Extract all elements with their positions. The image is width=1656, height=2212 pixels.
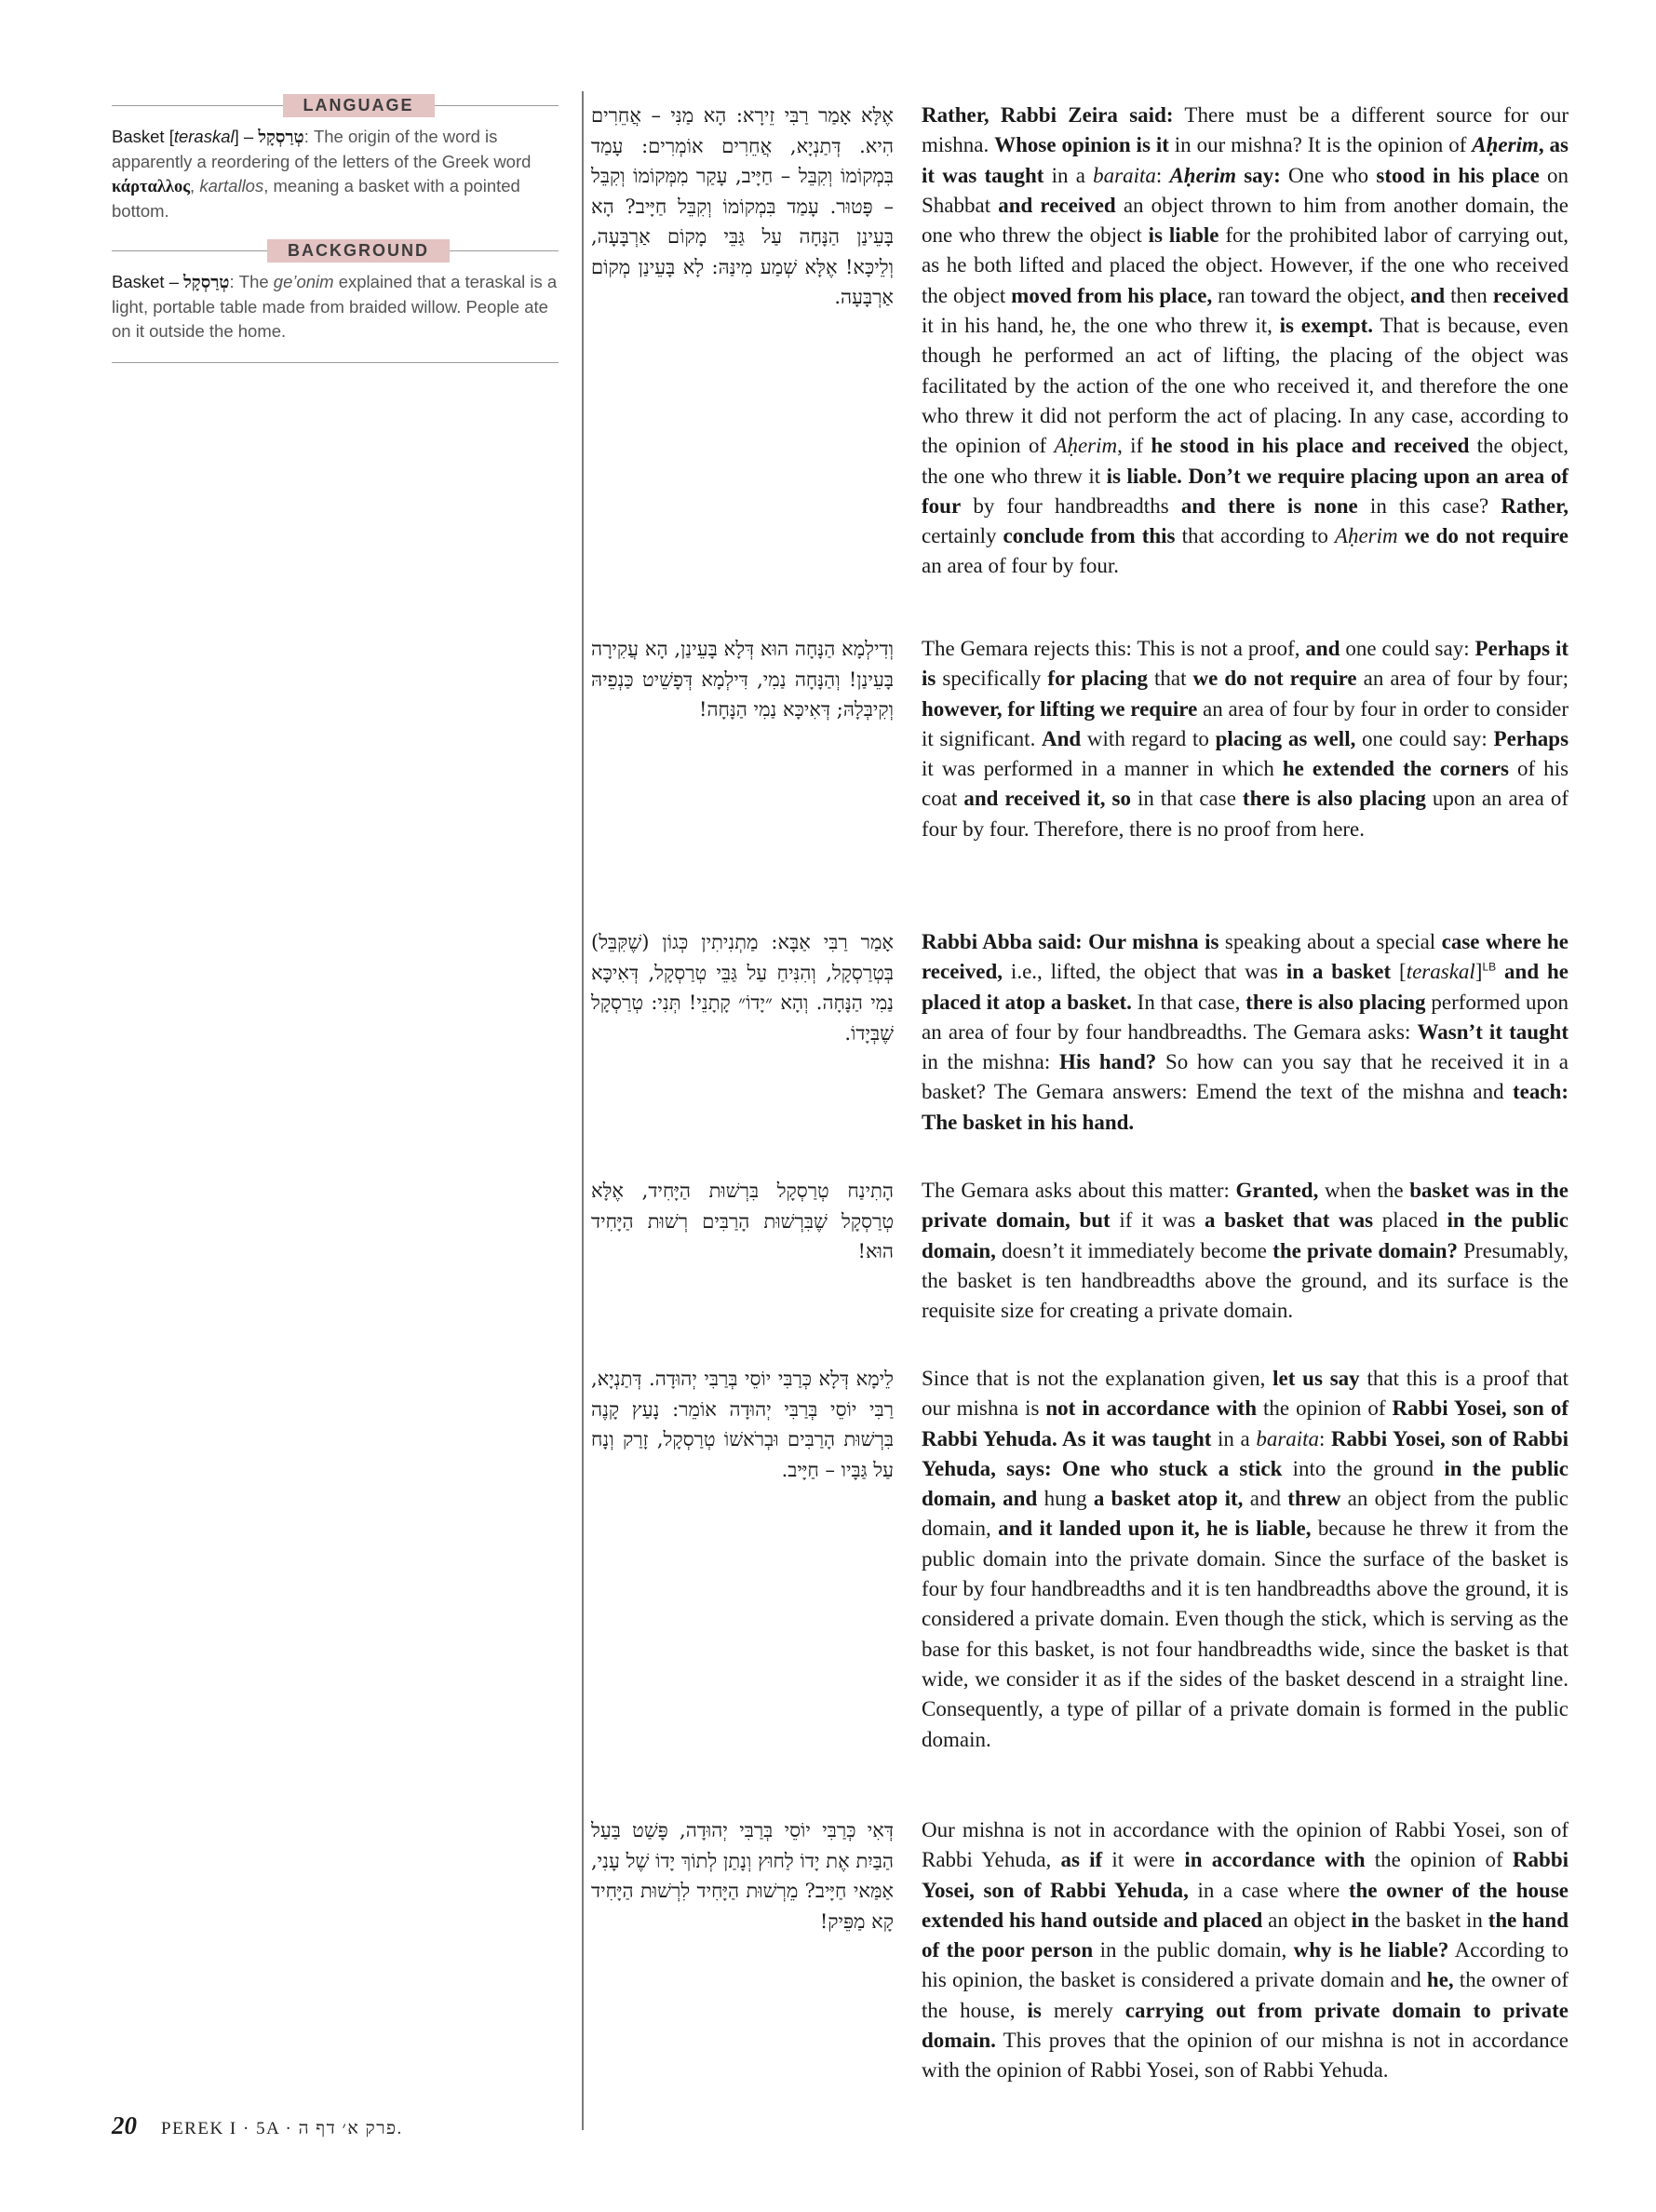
note-italic: ge’onim (273, 272, 334, 291)
english-translation: Rather, Rabbi Zeira said: There must be a different source for our mishna. Whose opinion is it in our mishna? It is the opinion of Aḥerim, as it was taught in a baraita: Aḥerim say: One who stood in his place on Shabbat and received an object thrown to him from another domain, the one who threw the object is liable for the prohibited labor of carrying out, as he both lifted and placed the object. However, if the one who received the object moved from his place, ran toward the object, and then received it in his hand, he, the one who threw it, is exempt. That is because, even though he performed an act of lifting, the placing of the object was facilitated by the action of the one who received it, and therefore the one who threw it did not perform the act of placing. In any case, according to the opinion of Aḥerim, if he stood in his place and received the object, the one who threw it is liable. Don’t we require placing upon an area of four by four handbreadths and there is none in this case? Rather, certainly conclude from this that according to Aḥerim we do not require an area of four by four. (922, 103, 1569, 578)
note-text: explained that a teraskal is a light, portable table made from braided willow. People ate on it outside the home. (112, 272, 558, 341)
english-translation: Since that is not the explanation given, let us say that this is a proof that our mishna is not in accordance with the opinion of Rabbi Yosei, son of Rabbi Yehuda. As it was taught in a baraita: Rabbi Yosei, son of Rabbi Yehuda, says: One who stuck a stick into the ground in the public domain, and hung a basket atop it, and threw an object from the public domain, and it landed upon it, he is liable, because he threw it from the public domain into the private domain. Since the surface of the basket is four by four handbreadths and it is ten handbreadths above the ground, it is considered a private domain. Even though the stick, which is serving as the base for this basket, is not four handbreadths wide, since the basket is that wide, we consider it as if the sides of the basket descend in a straight line. Consequently, a type of pillar of a private domain is formed in the public domain. (922, 1367, 1569, 1751)
background-note-body (112, 270, 559, 344)
hebrew-text: אָמַר רַבִּי אַבָּא: מַתְנִיתִין כְּגוֹן (שֶׁקִּבֵּל) בְּטְרַסְקָל, וְהִנִּיחַ עַל גַּבֵּי טְרַסְקָל, דְּאִיכָּא נַמִי הַנָּחָה. וְהָא ״יָדוֹ״ קָתָנֵי! תְּנִי: טְרַסְקָל שֶׁבְּיָדוֹ. (591, 931, 894, 1045)
note-heading (112, 93, 559, 117)
running-head: PEREK I · 5A · פרק א׳ דף ה. (161, 2119, 403, 2138)
note-bottom-rule (112, 362, 559, 363)
language-note (112, 93, 559, 223)
hebrew-text: הָתִינַח טְרַסְקָל בִּרְשׁוּת הַיָּחִיד, אֶלָּא טְרַסְקָל שֶׁבִּרְשׁוּת הָרַבִּים רְשׁוּת הַיָּחִיד הוּא! (591, 1180, 894, 1262)
note-term: Basket – (112, 272, 184, 291)
note-term: Basket [teraskal] – (112, 127, 259, 146)
note-text: : The (229, 272, 274, 291)
language-note-body: Basket [teraskal] – טְרַסְקָל: The origin of the word is apparently a reordering of the letters of the Greek word κάρταλλος, kartallos, meaning a basket with a pointed bottom. (112, 127, 532, 221)
note-hebrew: טְרַסְקָל (183, 273, 230, 292)
english-translation: Rabbi Abba said: Our mishna is speaking about a special case where he received, i.e., lifted, the object that was in a basket [teraskal]$^{LB}$ and he placed it atop a basket. In that case, there is also placing performed upon an area of four by four handbreadths. The Gemara asks: Wasn’t it taught in the mishna: His hand? So how can you say that he received it in a basket? The Gemara answers: Emend the text of the mishna and teach: The basket in his hand. (922, 930, 1569, 1134)
english-translation: The Gemara rejects this: This is not a proof, and one could say: Perhaps it is specifically for placing that we do not require an area of four by four; however, for lifting we require an area of four by four in order to consider it significant. And with regard to placing as well, one could say: Perhaps it was performed in a manner in which he extended the corners of his coat and received it, so in that case there is also placing upon an area of four by four. Therefore, there is no proof from here. (922, 637, 1569, 841)
english-translation: The Gemara asks about this matter: Granted, when the basket was in the private domain, but if it was a basket that was placed in the public domain, doesn’t it immediately become the private domain? Presumably, the basket is ten handbreadths above the ground, and its surface is the requisite size for creating a private domain. (922, 1179, 1568, 1323)
background-note (112, 238, 559, 363)
note-heading (112, 238, 559, 263)
background-tag: BACKGROUND (267, 239, 450, 263)
page-footer (112, 2111, 403, 2140)
english-translation: Our mishna is not in accordance with the opinion of Rabbi Yosei, son of Rabbi Yehuda, as if it were in accordance with the opinion of Rabbi Yosei, son of Rabbi Yehuda, in a case where the owner of the house extended his hand outside and placed an object in the basket in the hand of the poor person in the public domain, why is he liable? According to his opinion, the basket is considered a private domain and he, the owner of the house, is merely carrying out from private domain to private domain. This proves that the opinion of our mishna is not in accordance with the opinion of Rabbi Yosei, son of Rabbi Yehuda. (922, 1818, 1569, 2083)
note-text: : The origin of the word is apparently a reordering of the letters of the Greek word (112, 127, 532, 171)
note-text: , meaning a basket with a pointed bottom. (112, 176, 520, 221)
hebrew-text: דְּאִי כְּרַבִּי יוֹסֵי בְּרַבִּי יְהוּדָה, פָּשַׁט בַּעַל הַבַּיִת אֶת יָדוֹ לַחוּץ וְנָתַן לְתוֹךְ יָדוֹ שֶׁל עָנִי, אַמַּאי חַיָּיב? מֵרְשׁוּת הַיָּחִיד לִרְשׁוּת הַיָּחִיד קָא מַפֵּיק! (591, 1819, 894, 1933)
hebrew-text: לֵימָא דְּלָא כְּרַבִּי יוֹסֵי בְּרַבִּי יְהוּדָה. דְּתַנְיָא, רַבִּי יוֹסֵי בְּרַבִּי יְהוּדָה אוֹמֵר: נָעַץ קָנֶה בִּרְשׁוּת הָרַבִּים וּבְרֹאשׁוֹ טְרַסְקָל, זָרַק וְנָח עַל גַּבָּיו – חַיָּיב. (591, 1368, 894, 1481)
language-tag: LANGUAGE (283, 94, 435, 117)
sidebar-notes (112, 93, 559, 363)
transliteration: kartallos (199, 176, 264, 196)
page-number: 20 (112, 2111, 137, 2139)
note-hebrew: טְרַסְקָל (258, 128, 304, 147)
column-divider (582, 91, 584, 2130)
hebrew-text: וְדִילְמָא הַנָּחָה הוּא דְּלָא בָּעֵינַן, הָא עֲקִירָה בָּעֵינַן! וְהַנָּחָה נַמִי, דִּילְמָא דְּפָשֵׁיט כַּנְפֵיהּ וְקִיבְּלָהּ; דְּאִיכָּא נַמִי הַנָּחָה! (591, 638, 894, 721)
greek-word: κάρταλλος (112, 178, 191, 196)
hebrew-text: אֶלָּא אָמַר רַבִּי זֵירָא: הָא מַנִּי – אֲחֵרִים הִיא. דְּתַנְיָא, אֲחֵרִים אוֹמְרִים: עָמַד בִּמְקוֹמוֹ וְקִבֵּל – חַיָּיב, עָקַר מִמְּקוֹמוֹ וְקִבֵּל – פָּטוּר. עָמַד בִּמְקוֹמוֹ וְקִבֵּל חַיָּיב? הָא בָּעֵינַן הַנָּחָה עַל גַּבֵּי מָקוֹם אַרְבָּעָה, וְלֵיכָּא! אֶלָּא שְׁמַע מִינַּהּ: לָא בָּעֵינַן מְקוֹם אַרְבָּעָה. (591, 104, 894, 308)
